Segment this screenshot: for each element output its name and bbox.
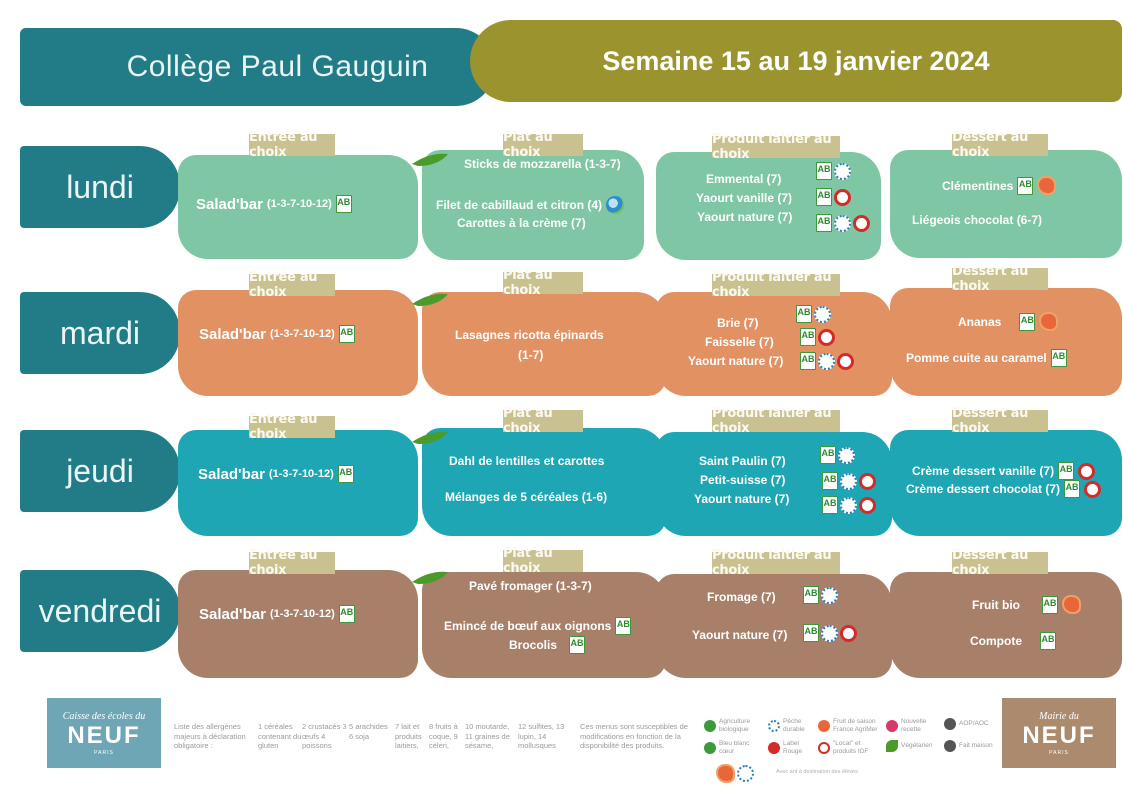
entree-label: Salad'bar (199, 605, 266, 623)
allergen-intro: Liste des allergènes majeurs à déclaration obligatoire : (174, 722, 246, 750)
ab-icon: AB (1017, 177, 1033, 195)
dessert-item (958, 312, 1058, 331)
legend-label: Nouvelle recette (901, 718, 927, 733)
entree-allergens: (1-3-7-10-12) (266, 198, 332, 210)
entree-allergens: (1-3-7-10-12) (268, 468, 334, 480)
laitier-icons (800, 328, 835, 346)
plat-text: Filet de cabillaud et citron (4) (436, 198, 603, 212)
laitier-item (692, 628, 787, 642)
col-tag-label: Produit laitier au choix (712, 406, 832, 436)
laitier-text: Yaourt nature (7) (692, 628, 788, 642)
day-tab-vendredi (20, 570, 180, 652)
bottom-note: Avec ant à destination des élèves (776, 769, 858, 775)
legend-fruit (818, 718, 884, 733)
col-tag-entree (249, 270, 335, 300)
day-name: jeudi (66, 452, 134, 489)
card-plat-mardi (422, 292, 666, 396)
laitier-text: Yaourt nature (7) (688, 354, 784, 368)
ab-icon: AB (796, 305, 812, 323)
plat-item (445, 490, 607, 504)
laitier-icons (800, 352, 854, 370)
plat-item (469, 579, 592, 593)
laitier-text: Saint Paulin (7) (699, 454, 786, 468)
fruit-saison-icon (1062, 595, 1081, 614)
col-tag-dessert (952, 264, 1048, 294)
laitier-text: Yaourt vanille (7) (696, 191, 793, 205)
laitier-icons (816, 188, 851, 206)
card-entree-vendredi (178, 570, 418, 678)
laitier-item (707, 590, 776, 604)
logo-line1: Mairie du (1039, 710, 1079, 722)
laitier-icons (796, 305, 831, 323)
logo-line3: PARIS (94, 749, 114, 756)
col-tag-entree (249, 130, 335, 160)
ab-icon: AB (822, 472, 838, 490)
card-laitier-mardi (656, 292, 892, 396)
legend-vegetarien (886, 740, 942, 752)
col-tag-label: Plat au choix (503, 130, 553, 160)
legend-local (818, 740, 884, 755)
ab-icon: AB (1019, 313, 1035, 331)
ab-icon: AB (803, 586, 819, 604)
laitier-text: Fromage (7) (707, 590, 776, 604)
fruit-saison-icon (1039, 312, 1058, 331)
dessert-text: Liégeois chocolat (6-7) (912, 213, 1043, 227)
label-rouge-icon (818, 329, 835, 346)
dessert-item (942, 176, 1056, 195)
leaf-icon (410, 150, 450, 168)
entree-item (198, 465, 354, 483)
laitier-item (696, 191, 792, 205)
dessert-text: Pomme cuite au caramel (906, 351, 1047, 365)
col-tag-label: Dessert au choix (952, 548, 1029, 578)
col-tag-label: Dessert au choix (952, 406, 1029, 436)
col-tag-label: Produit laitier au choix (712, 548, 832, 578)
plat-item (436, 196, 624, 214)
label-rouge-icon (853, 215, 870, 232)
leaf-icon (410, 428, 450, 446)
card-entree-mardi (178, 290, 418, 396)
day-name: vendredi (38, 592, 162, 629)
ab-icon: AB (1051, 349, 1067, 367)
peche-durable-icon (834, 215, 851, 232)
ab-icon: AB (1042, 596, 1058, 614)
peche-durable-icon (840, 497, 857, 514)
peche-durable-icon (840, 473, 857, 490)
dessert-item (906, 480, 1101, 498)
col-tag-label: Produit laitier au choix (712, 132, 832, 162)
peche-durable-icon (818, 353, 835, 370)
plat-item (509, 636, 585, 654)
school-name: Collège Paul Gauguin (126, 50, 429, 83)
ab-icon: AB (816, 188, 832, 206)
plat-text: Brocolis (509, 638, 558, 652)
peche-durable-icon (838, 447, 855, 464)
ab-icon: AB (1058, 462, 1074, 480)
laitier-item (697, 210, 792, 224)
aop-icon (944, 718, 956, 730)
legend-label: Fait maison (959, 742, 993, 750)
plat-text: Dahl de lentilles et carottes (449, 454, 605, 468)
laitier-item (706, 172, 781, 186)
legend-fait-maison (944, 740, 998, 752)
ab-icon (704, 720, 716, 732)
week-banner (470, 20, 1122, 102)
logo-line2: NEUF (67, 721, 141, 749)
peche-durable-icon (606, 196, 624, 214)
ab-icon: AB (822, 496, 838, 514)
ab-icon: AB (1064, 480, 1080, 498)
col-tag-plat (503, 406, 583, 436)
laitier-text: Emmental (7) (706, 172, 782, 186)
peche-durable-icon (768, 720, 780, 732)
col-tag-entree (249, 548, 335, 578)
legend-label: "Local" et produits IDF (833, 740, 869, 755)
leaf-icon (410, 290, 450, 308)
plat-item (464, 157, 621, 171)
card-dessert-vendredi (890, 572, 1122, 678)
card-entree-jeudi (178, 430, 418, 536)
fruit-saison-icon (716, 764, 735, 783)
col-tag-dessert (952, 548, 1048, 578)
local-icon (818, 742, 830, 754)
entree-item (196, 195, 352, 213)
ab-icon: AB (800, 328, 816, 346)
laitier-icons (816, 214, 870, 232)
laitier-text: Yaourt nature (7) (694, 492, 790, 506)
col-tag-entree (249, 412, 335, 442)
dessert-item (912, 213, 1042, 227)
laitier-item (705, 335, 774, 349)
day-name: mardi (59, 314, 140, 351)
laitier-icons (822, 496, 876, 514)
label-rouge-icon (834, 189, 851, 206)
ab-icon: AB (339, 605, 355, 623)
laitier-item (700, 473, 785, 487)
laitier-icons (816, 162, 851, 180)
plat-item (518, 348, 543, 362)
ab-icon: AB (803, 624, 819, 642)
peche-durable-icon (821, 625, 838, 642)
legend-label: Bleu blanc cœur (719, 740, 750, 755)
peche-durable-icon (821, 587, 838, 604)
allergen-col: 1 céréales contenant du gluten (258, 722, 302, 750)
col-tag-dessert (952, 406, 1048, 436)
ab-icon: AB (816, 214, 832, 232)
nouvelle-recette-icon (886, 720, 898, 732)
legend-bio (704, 718, 764, 733)
col-tag-label: Dessert au choix (952, 130, 1029, 160)
legend-bbc (704, 740, 764, 755)
legend-peche (768, 718, 818, 733)
legend-label: AOP/AOC (959, 720, 989, 728)
ab-icon: AB (338, 465, 354, 483)
dessert-item (972, 595, 1081, 614)
dessert-item (906, 349, 1067, 367)
dessert-text: Crème dessert chocolat (7) (906, 482, 1061, 496)
plat-text: Emincé de bœuf aux oignons (444, 619, 612, 633)
legend-label: Label Rouge (783, 740, 803, 755)
legend-label: Pêche durable (783, 718, 805, 733)
entree-label: Salad'bar (199, 325, 266, 343)
dessert-text: Crème dessert vanille (7) (912, 464, 1055, 478)
ab-icon: AB (336, 195, 352, 213)
ab-icon: AB (820, 446, 836, 464)
leaf-icon (886, 740, 898, 752)
laitier-text: Yaourt nature (7) (697, 210, 793, 224)
dessert-text: Ananas (958, 314, 1002, 329)
col-tag-plat (503, 268, 583, 298)
col-tag-laitier (712, 548, 840, 578)
bleu-blanc-coeur-icon (704, 742, 716, 754)
allergen-col: 8 fruits à coque, 9 céleri, (429, 722, 458, 750)
dessert-text: Compote (970, 634, 1022, 648)
entree-allergens: (1-3-7-10-12) (269, 608, 335, 620)
label-rouge-icon (859, 473, 876, 490)
col-tag-label: Plat au choix (503, 268, 553, 298)
allergen-col: 10 moutarde, 11 graines de sésame, (465, 722, 510, 750)
ab-icon: AB (800, 352, 816, 370)
col-tag-laitier (712, 132, 840, 162)
entree-allergens: (1-3-7-10-12) (269, 328, 335, 340)
col-tag-label: Entrée au choix (249, 130, 318, 160)
day-name: lundi (66, 168, 134, 205)
col-tag-dessert (952, 130, 1048, 160)
logo-line2: NEUF (1022, 721, 1096, 749)
allergen-col: 5 arachides 6 soja (349, 722, 388, 741)
plat-text: Carottes à la crème (7) (457, 216, 586, 230)
plat-text: Sticks de mozzarella (1-3-7) (464, 157, 621, 171)
dessert-text: Clémentines (942, 178, 1014, 193)
laitier-item (688, 354, 783, 368)
caisse-ecoles-logo (47, 698, 161, 768)
fait-maison-icon (944, 740, 956, 752)
col-tag-label: Entrée au choix (249, 548, 318, 578)
ab-icon: AB (1040, 632, 1056, 650)
label-rouge-icon (859, 497, 876, 514)
laitier-icons (803, 586, 838, 604)
peche-durable-icon (814, 306, 831, 323)
label-rouge-icon (840, 625, 857, 642)
laitier-icons (803, 624, 857, 642)
allergen-col: 2 crustacés 3 œufs 4 poissons (302, 722, 347, 750)
col-tag-plat (503, 130, 583, 160)
entree-item (199, 325, 355, 343)
laitier-text: Petit-suisse (7) (700, 473, 786, 487)
fruit-saison-icon (1037, 176, 1056, 195)
fruit-saison-icon (818, 720, 830, 732)
plat-item (444, 617, 631, 635)
plat-text: Pavé fromager (1-3-7) (469, 579, 592, 593)
allergen-col: 7 lait et produits laitiers, (395, 722, 422, 750)
laitier-item (694, 492, 789, 506)
label-rouge-icon (1084, 481, 1101, 498)
ab-icon: AB (339, 325, 355, 343)
mairie-logo (1002, 698, 1116, 768)
ab-icon: AB (615, 617, 631, 635)
col-tag-laitier (712, 270, 840, 300)
label-rouge-icon (837, 353, 854, 370)
dessert-item (970, 632, 1056, 650)
peche-durable-icon (834, 163, 851, 180)
col-tag-label: Entrée au choix (249, 270, 318, 300)
menu-notice: Ces menus sont susceptibles de modifications en fonction de la disponibilité des produits. (580, 722, 688, 750)
allergen-col: 12 sulfites, 13 lupin, 14 mollusques (518, 722, 565, 750)
entree-item (199, 605, 355, 623)
col-tag-label: Plat au choix (503, 546, 553, 576)
card-dessert-mardi (890, 288, 1122, 396)
laitier-text: Faisselle (7) (705, 335, 774, 349)
footer-icons (716, 764, 754, 783)
legend-aop (944, 718, 998, 730)
col-tag-label: Plat au choix (503, 406, 553, 436)
day-tab-lundi (20, 146, 180, 228)
plat-item (455, 328, 604, 342)
logo-line1: Caisse des écoles du (62, 710, 146, 722)
plat-item (449, 454, 604, 468)
col-tag-label: Entrée au choix (249, 412, 318, 442)
card-dessert-lundi (890, 150, 1122, 258)
laitier-item (699, 454, 786, 468)
ab-icon: AB (816, 162, 832, 180)
entree-label: Salad'bar (196, 195, 263, 213)
legend-nouvelle (886, 718, 938, 733)
legend-label: Végétarien (901, 742, 933, 750)
col-tag-label: Dessert au choix (952, 264, 1029, 294)
peche-durable-icon (737, 765, 754, 782)
col-tag-laitier (712, 406, 840, 436)
week-title: Semaine 15 au 19 janvier 2024 (602, 45, 990, 76)
plat-text: (1-7) (518, 348, 544, 362)
laitier-icons (822, 472, 876, 490)
label-rouge-icon (1078, 463, 1095, 480)
plat-item (457, 216, 586, 230)
col-tag-label: Produit laitier au choix (712, 270, 832, 300)
school-banner (20, 28, 495, 106)
plat-text: Lasagnes ricotta épinards (455, 328, 604, 342)
ab-icon: AB (569, 636, 585, 654)
legend-label: Agriculture biologique (719, 718, 751, 733)
plat-text: Mélanges de 5 céréales (1-6) (445, 490, 608, 504)
entree-label: Salad'bar (198, 465, 265, 483)
label-rouge-icon (768, 742, 780, 754)
col-tag-plat (503, 546, 583, 576)
card-plat-jeudi (422, 428, 666, 536)
laitier-icons (820, 446, 855, 464)
day-tab-jeudi (20, 430, 180, 512)
dessert-item (912, 462, 1095, 480)
leaf-icon (410, 568, 450, 586)
dessert-text: Fruit bio (972, 597, 1020, 612)
legend-label: Fruit de saison France AgriMer (833, 718, 878, 733)
day-tab-mardi (20, 292, 180, 374)
laitier-item (717, 316, 758, 330)
legend-label-rouge (768, 740, 818, 755)
laitier-text: Brie (7) (717, 316, 759, 330)
logo-line3: PARIS (1049, 749, 1069, 756)
